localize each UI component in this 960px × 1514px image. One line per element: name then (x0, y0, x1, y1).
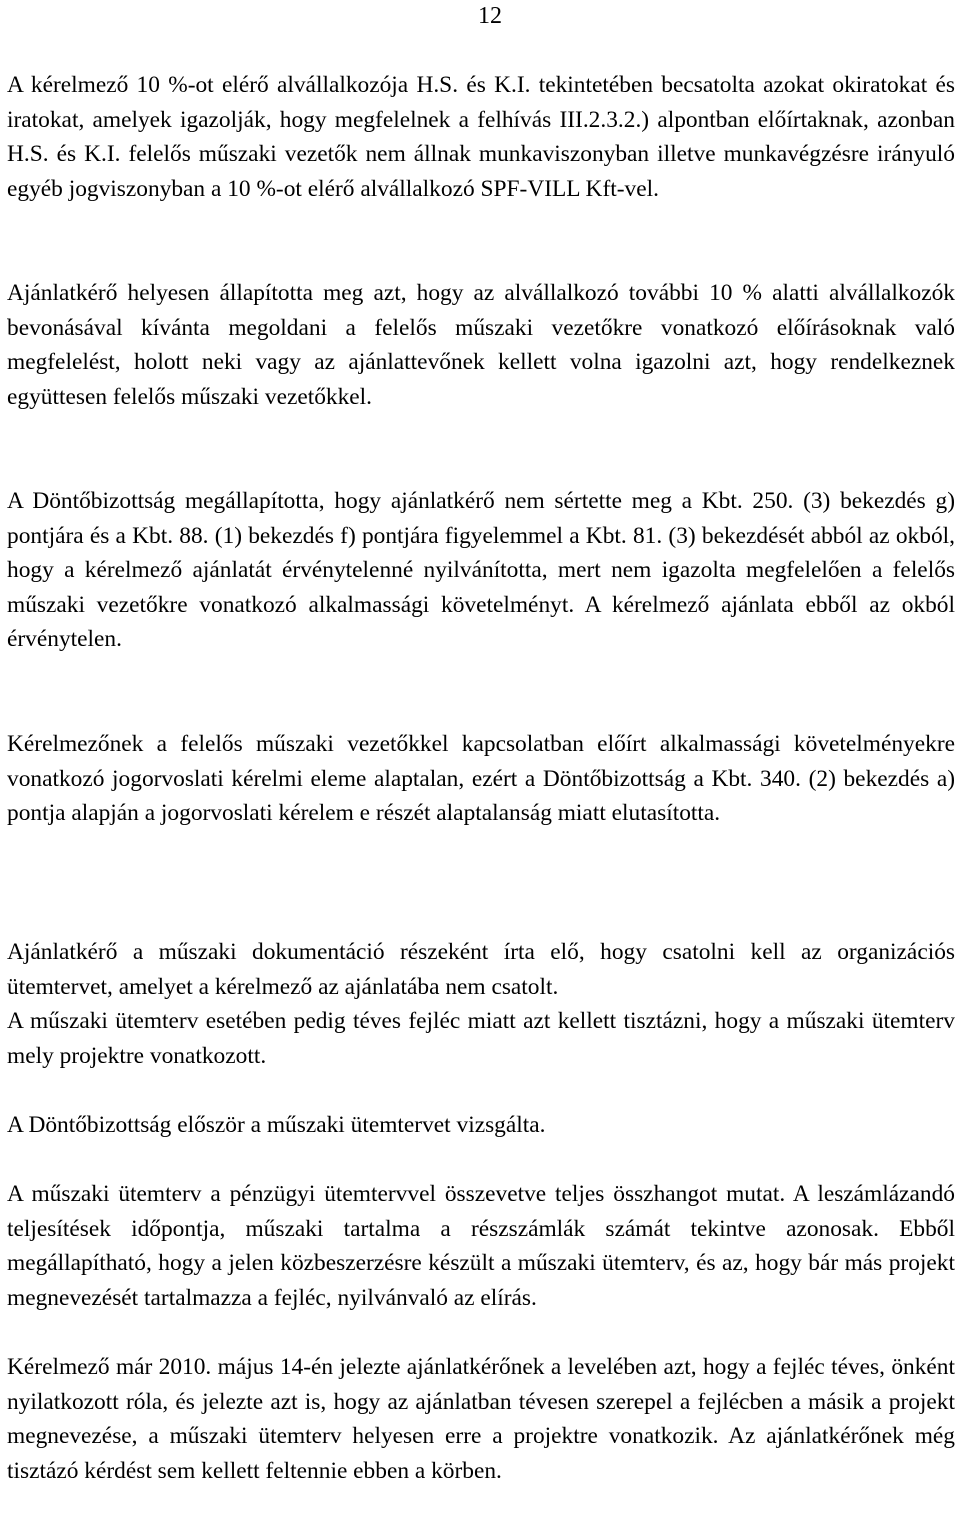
paragraph-applicant-letter: Kérelmező már 2010. május 14-én jelezte ajánlatkérőnek a levelében azt, hogy a fejléc téves, önként nyilatkozott róla, és jelezte azt is, hogy az ajánlatban tévesen szerepel a fejlécben a másik a projekt megnevezése, a műszaki ütemterv helyesen erre a projektre vonatkozik. Az ajánlatkérőnek még tisztázó kérdést sem kellett feltennie ebben a körben. (7, 1354, 955, 1484)
paragraph-request-rejected: Kérelmezőnek a felelős műszaki vezetőkkel kapcsolatban előírt alkalmassági követelményekre vonatkozó jogorvoslati kérelmi eleme alaptalan, ezért a Döntőbizottság a Kbt. 340. (2) bekezdés a) pontja alapján a jogorvoslati kérelem e részét alaptalanság miatt elutasította. (7, 731, 955, 827)
paragraph-board-examined: A Döntőbizottság először a műszaki ütemtervet vizsgálta. (7, 1112, 546, 1138)
page-number: 12 (478, 3, 502, 29)
paragraph-board-finding: A Döntőbizottság megállapította, hogy ajánlatkérő nem sértette meg a Kbt. 250. (3) bekezdés g) pontjára és a Kbt. 88. (1) bekezdés f) pontjára figyelemmel a Kbt. 81. (3) bekezdését abból az okból, hogy a kérelmező ajánlatát érvénytelenné nyilvánította, mert nem igazolta megfelelően a felelős műszaki vezetőkre vonatkozó alkalmassági követelményt. A kérelmező ajánlata ebből az okból érvénytelen. (7, 488, 955, 653)
paragraph-technical-schedule-header: A műszaki ütemterv esetében pedig téves fejléc miatt azt kellett tisztázni, hogy a műszaki ütemterv mely projektre vonatkozott. (7, 1008, 955, 1069)
paragraph-organisational-schedule: Ajánlatkérő a műszaki dokumentáció részeként írta elő, hogy csatolni kell az organizációs ütemtervet, amelyet a kérelmező az ajánlatába nem csatolt. (7, 939, 955, 1000)
paragraph-subcontractor-documents: A kérelmező 10 %-ot elérő alvállalkozója H.S. és K.I. tekintetében becsatolta azokat okiratokat és iratokat, amelyek igazolják, hogy megfelelnek a felhívás III.2.3.2.) alpontban előírtaknak, azonban H.S. és K.I. felelős műszaki vezetők nem állnak munkaviszonyban illetve munkavégzésre irányuló egyéb jogviszonyban a 10 %-ot elérő alvállalkozó SPF-VILL Kft-vel. (7, 72, 955, 202)
paragraph-schedule-comparison: A műszaki ütemterv a pénzügyi ütemtervvel összevetve teljes összhangot mutat. A leszámlázandó teljesítések időpontja, műszaki tartalma a részszámlák számát tekintve azonosak. Ebből megállapítható, hogy a jelen közbeszerzésre készült a műszaki ütemterv, és az, hogy bár más projekt megnevezését tartalmazza a fejléc, nyilvánvaló az elírás. (7, 1181, 955, 1311)
paragraph-contracting-authority-finding: Ajánlatkérő helyesen állapította meg azt, hogy az alvállalkozó további 10 % alatti alvállalkozók bevonásával kívánta megoldani a felelős műszaki vezetőkre vonatkozó előírásoknak való megfelelést, holott neki vagy az ajánlattevőnek kellett volna igazolni azt, hogy rendelkeznek együttesen felelős műszaki vezetőkkel. (7, 280, 955, 410)
